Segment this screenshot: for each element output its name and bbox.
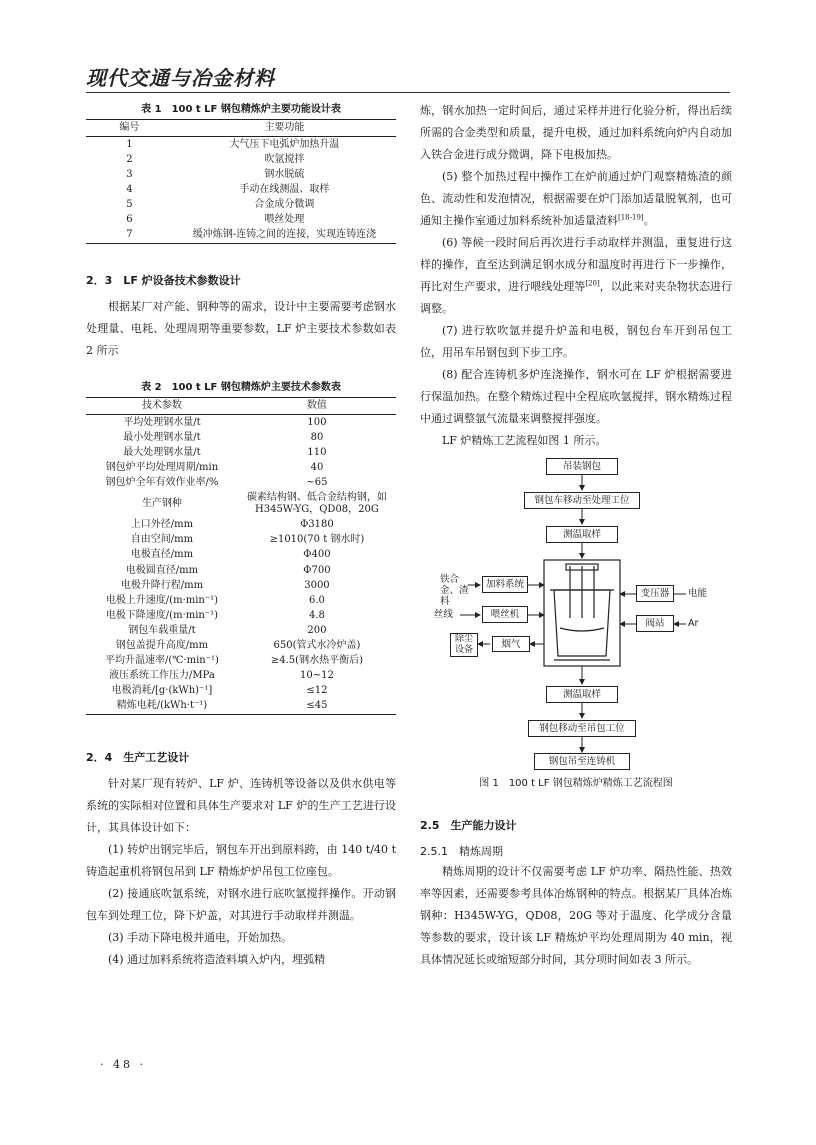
table-cell: ≥1010(70 t 钢水时) [269, 534, 365, 546]
right-column [420, 100, 732, 971]
table-cell: 精炼电耗/(kWh·t⁻¹) [86, 699, 238, 715]
step-4-continued: 炼，钢水加热一定时间后，通过采样并进行化验分析，得出后续所需的合金类型和质量，提升电极，通过加料系统向炉内自动加入铁合金进行成分微调，降下电极加热。 [420, 104, 732, 161]
table-cell: 200 [307, 624, 327, 636]
section-2-3-paragraph: 根据某厂对产能、钢种等的需求，设计中主要需要考虑钢水处理量、电耗、处理周期等重要参数，LF 炉主要技术参数如表 2 所示 [86, 299, 396, 357]
table2-header-value: 数值 [238, 397, 396, 414]
label-argon: Ar [688, 618, 699, 629]
table-cell: 缓冲炼钢-连铸之间的连接，实现连铸连浇 [173, 228, 396, 244]
table-cell: Φ700 [303, 564, 331, 576]
table-cell: 电极升降行程/mm [120, 579, 204, 591]
figure1-caption: 图 1 100 t LF 钢包精炼炉精炼工艺流程图 [479, 778, 673, 789]
table-cell: 喂丝处理 [264, 214, 305, 226]
step-3: (3) 手动下降电极并通电，开始加热。 [108, 930, 293, 944]
table-cell: ≤12 [306, 685, 328, 697]
table-row [86, 491, 396, 518]
step-7: (7) 进行软吹氩并提升炉盖和电极，钢包台车开到吊包工位，用吊车吊钢包到下步工序。 [420, 324, 732, 359]
header-rule [86, 92, 730, 93]
table1-header-function: 主要功能 [173, 120, 396, 137]
table-row [86, 415, 396, 431]
table-row [86, 167, 396, 182]
table-cell: 电极直径/mm [130, 549, 194, 561]
flow-box-flue-gas: 烟气 [492, 636, 530, 652]
flow-box-to-caster: 钢包吊至连铸机 [534, 753, 630, 770]
flow-box-hoist-ladle: 吊装钢包 [546, 458, 618, 475]
table-cell: 最小处理钢水量/t [123, 431, 201, 443]
table-cell: 80 [310, 431, 324, 443]
flow-box-move-to-lift: 钢包移动至吊包工位 [528, 720, 636, 737]
section-2-3-heading: 2．3 LF 炉设备技术参数设计 [86, 273, 241, 287]
table-cell: 3 [126, 168, 133, 180]
table-cell: 10~12 [300, 670, 334, 682]
flow-box-transformer: 变压器 [636, 585, 674, 602]
table-row [86, 183, 396, 198]
table-cell: 40 [310, 461, 324, 473]
flow-box-dust-removal: 除尘设备 [450, 633, 478, 657]
flow-box-feed-system: 加料系统 [482, 576, 528, 593]
table-cell: 钢包炉全年有效作业率/% [105, 476, 219, 488]
table-row [86, 669, 396, 684]
label-wire: 丝线 [434, 609, 454, 620]
step-6 [420, 232, 732, 320]
table-row [86, 548, 396, 563]
table-row [86, 198, 396, 213]
table-row [86, 460, 396, 475]
table-cell: 液压系统工作压力/MPa [109, 670, 215, 682]
table-row [86, 228, 396, 244]
table-cell: ~65 [306, 476, 328, 488]
table-cell: 100 [307, 416, 327, 428]
table-cell: 生产钢种 [141, 498, 182, 510]
section-2-5-heading: 2.5 生产能力设计 [420, 819, 517, 832]
table-cell: 手动在线测温、取样 [239, 183, 330, 195]
table-row [86, 445, 396, 460]
table-cell: 自由空间/mm [130, 534, 194, 546]
table-cell: 4.8 [308, 609, 325, 621]
table-cell: 7 [86, 228, 173, 244]
label-alloy-slag: 铁合金、渣料 [440, 574, 469, 607]
step-2: (2) 接通底吹氩系统，对钢水进行底吹氩搅拌操作。开动钢包车到处理工位，降下炉盖，对其进行手动取样并测温。 [86, 886, 396, 922]
section-2-4-heading: 2．4 生产工艺设计 [86, 750, 190, 764]
table1-caption: 表 1 100 t LF 钢包精炼炉主要功能设计表 [141, 104, 341, 115]
table-row [86, 608, 396, 623]
table-cell: 钢水脱硫 [264, 168, 305, 180]
table1-header-id: 编号 [86, 120, 173, 137]
table-cell: 5 [126, 199, 133, 210]
table1 [86, 119, 396, 244]
table2-header-param: 技术参数 [86, 397, 238, 414]
flow-box-temp-sampling-1: 测温取样 [546, 526, 618, 543]
table-cell: 6.0 [308, 594, 325, 606]
table-row [86, 699, 396, 715]
table-cell: 平均处理钢水量/t [123, 416, 201, 428]
flow-box-valve-station: 阀站 [636, 615, 674, 632]
table-cell: 平均升温速率/(℃·min⁻¹) [104, 655, 219, 666]
furnace-icon [544, 560, 620, 666]
table-row [86, 684, 396, 699]
table-row [86, 430, 396, 445]
step-5-text: (5) 整个加热过程中操作工在炉前通过炉门观察精炼渣的颜色、流动性和发泡情况，根据需要在炉门添加适量脱氧剂，也可通知主操作室通过加料系统补加适量渣料 [420, 170, 732, 227]
step-6-text-end: ，以此来对夹杂物状态进行调整。 [420, 280, 733, 315]
journal-logo: 现代交通与冶金材料 [86, 66, 275, 90]
table-row [86, 137, 396, 153]
table2-caption: 表 2 100 t LF 钢包精炼炉主要技术参数表 [141, 381, 341, 393]
table-row [86, 578, 396, 593]
table2 [86, 397, 396, 715]
section-2-5-1-heading: 2.5.1 精炼周期 [420, 845, 503, 858]
table-cell: 6 [126, 214, 133, 226]
step-6-text: (6) 等候一段时间后再次进行手动取样并测温，重复进行这样的操作，直至达到满足钢水成分和温度时再进行下一步操作，再比对生产要求，进行喂线处理等 [420, 236, 732, 293]
flow-box-move-to-treatment: 钢包车移动至处理工位 [524, 492, 640, 509]
table-cell: 110 [307, 446, 327, 458]
table-cell: 电极上升速度/(m·min⁻¹) [105, 594, 219, 606]
page-number: · 48 · [100, 1058, 146, 1071]
table-cell: 最大处理钢水量/t [123, 446, 201, 458]
table-cell: 电极消耗/[g·(kWh)⁻¹] [111, 685, 213, 697]
table-cell: ≤45 [238, 699, 396, 715]
table-cell: 吹氩搅拌 [264, 153, 305, 165]
table-cell: 3000 [304, 579, 330, 591]
table-cell: 上口外径/mm [130, 519, 194, 531]
table-row [86, 639, 396, 654]
flow-box-wire-feeder: 喂丝机 [482, 606, 528, 623]
step-8: (8) 配合连铸机多炉连浇操作，钢水可在 LF 炉根据需要进行保温加热。在整个精炼过程中全程底吹氩搅拌，钢水精炼过程中通过调整氩气流量来调整搅拌强度。 [420, 368, 732, 425]
table-cell: ≥4.5(钢水热平衡后) [270, 655, 363, 666]
table-cell: 1 [126, 138, 133, 150]
table-row [86, 475, 396, 490]
table-row [86, 518, 396, 533]
section-2-5-1-paragraph: 精炼周期的设计不仅需要考虑 LF 炉功率、隔热性能、热效率等因素，还需要参考具体冶炼钢种的特点。根据某厂具体冶炼钢种：H345W-YG，QD08，20G 等对于温度、化学成分含量等参数的要求，设计该 LF 精炼炉平均处理周期为 40 min，视具体情况延长或缩短部分时间，其分项时间如表 3 所示。 [420, 865, 732, 966]
table-cell: 钢包炉平均处理周期/min [105, 461, 219, 473]
table-cell: Φ400 [303, 549, 331, 561]
citation: [20] [585, 279, 600, 288]
table-cell: 电极圆直径/mm [125, 564, 199, 576]
table-cell: 650(管式水冷炉盖) [273, 639, 361, 651]
table-row [86, 533, 396, 548]
table-cell: 2 [126, 153, 133, 165]
label-power: 电能 [688, 588, 708, 599]
table-cell: 大气压下电弧炉加热升温 [229, 138, 340, 150]
table-cell: 钢包盖提升高度/mm [115, 639, 209, 651]
flow-box-temp-sampling-2: 测温取样 [546, 686, 618, 703]
step-4-start: (4) 通过加料系统将造渣料填入炉内，埋弧精 [108, 952, 326, 966]
step-1: (1) 转炉出钢完毕后，钢包车开出到原料跨，由 140 t/40 t 铸造起重机将钢包吊到 LF 精炼炉炉吊包工位座包。 [86, 842, 396, 878]
step-5: (5) 整个加热过程中操作工在炉前通过炉门观察精炼渣的颜色、流动性和发泡情况，根据需要在炉门添加适量脱氧剂，也可通知主操作室通过加料系统补加适量渣料[18-19]。 [420, 170, 732, 227]
table-cell: 钢包车载重量/t [128, 624, 196, 636]
table-cell: 碳素结构钢、低合金结构钢，如 H345W-YG，QD08，20G [246, 491, 387, 516]
table-cell: 电极下降速度/(m·min⁻¹) [105, 609, 219, 621]
figure1-flowchart [420, 458, 732, 770]
left-column [86, 100, 396, 971]
table-row [86, 593, 396, 608]
citation: [18-19] [618, 213, 644, 222]
table-row [86, 563, 396, 578]
table2-body [86, 415, 396, 715]
flowchart-intro: LF 炉精炼工艺流程如图 1 所示。 [442, 434, 607, 447]
table-row [86, 654, 396, 669]
table-cell: Φ3180 [300, 519, 334, 531]
table-cell: 4 [126, 183, 133, 195]
table-cell: 合金成分微调 [254, 199, 315, 210]
table-row [86, 213, 396, 228]
table-row [86, 152, 396, 167]
table-row [86, 623, 396, 638]
section-2-4-intro: 针对某厂现有转炉、LF 炉、连铸机等设备以及供水供电等系统的实际相对位置和具体生产要求对 LF 炉的生产工艺进行设计，其具体设计如下： [86, 776, 396, 834]
